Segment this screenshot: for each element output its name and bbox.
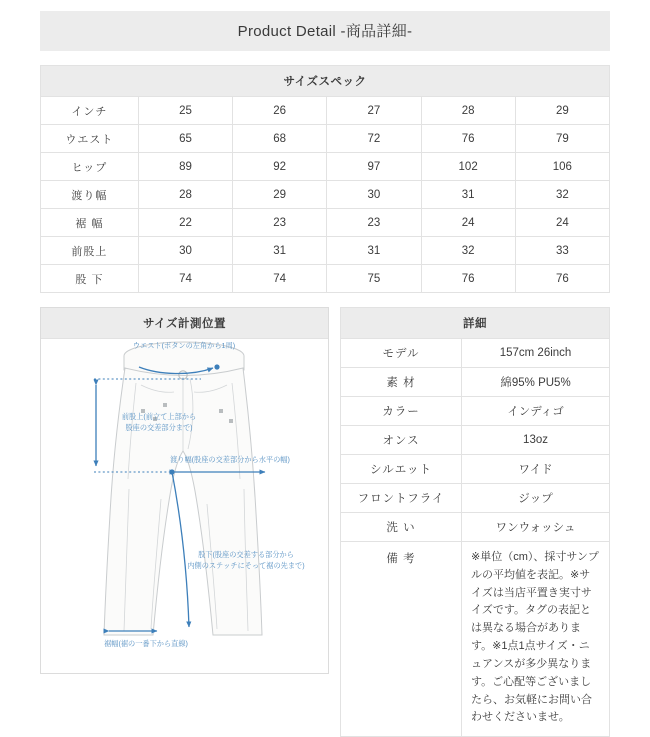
front-rise-label-line1: 前股上(前立て上部から [121,412,197,421]
cell: 76 [515,265,609,293]
size-spec-caption: サイズスペック [41,66,610,97]
cell: 23 [327,209,421,237]
cell: 31 [421,181,515,209]
row-label: ウエスト [41,125,139,153]
cell: 22 [138,209,232,237]
waist-label: ウエスト(ボタンの左角から1周) [132,341,236,350]
detail-caption-row [341,308,610,339]
spacer [40,51,610,65]
cell: 72 [327,125,421,153]
detail-label: モデル [341,339,462,368]
table-row [341,339,610,368]
front-rise-label-line2: 股座の交差部分まで) [125,423,193,432]
detail-label: カラー [341,397,462,426]
lower-section [40,307,610,737]
row-label: 渡り幅 [41,181,139,209]
cell: 30 [327,181,421,209]
size-spec-table [40,65,610,293]
detail-value: 157cm 26inch [462,339,610,368]
detail-panel [340,307,610,737]
cell: 28 [421,97,515,125]
detail-value: ワンウォッシュ [462,513,610,542]
cell: 74 [233,265,327,293]
table-row [41,125,610,153]
detail-value: ワイド [462,455,610,484]
detail-table [340,307,610,737]
table-row [341,455,610,484]
table-row [341,397,610,426]
cell: 25 [138,97,232,125]
cell: 76 [421,265,515,293]
row-label: ヒップ [41,153,139,181]
cell: 31 [327,237,421,265]
detail-label: フロントフライ [341,484,462,513]
measure-diagram-body [41,339,328,673]
detail-value: インディゴ [462,397,610,426]
inseam-label-line2: 内側のステッチにそって裾の先まで) [187,561,305,570]
cell: 32 [421,237,515,265]
cell: 65 [138,125,232,153]
hem-label: 裾幅(裾の一番下から直線) [104,639,188,648]
remarks-text: ※単位（cm）、採寸サンプルの平均値を表記。※サイズは当店平置き実寸サイズです。タグの表記とは異なる場合があります。※1点1点サイズ・ニュアンスが多少異なります。ご心配等ございましたら、お気軽にお問い合わせくださいませ。 [462,542,610,737]
table-row [41,153,610,181]
cell: 28 [138,181,232,209]
row-label: 股 下 [41,265,139,293]
table-row [41,209,610,237]
cell: 29 [233,181,327,209]
cell: 106 [515,153,609,181]
spacer [40,293,610,307]
inseam-measure-arrow [172,472,189,627]
cell: 33 [515,237,609,265]
measure-diagram-panel [40,307,329,674]
row-label: 裾 幅 [41,209,139,237]
cell: 31 [233,237,327,265]
table-row [341,513,610,542]
table-row [41,237,610,265]
cell: 92 [233,153,327,181]
detail-label: オンス [341,426,462,455]
cell: 32 [515,181,609,209]
cell: 79 [515,125,609,153]
measure-diagram-caption: サイズ計測位置 [41,308,328,339]
waist-anchor-dot [214,364,219,369]
detail-value: ジップ [462,484,610,513]
cell: 24 [515,209,609,237]
cell: 76 [421,125,515,153]
cell: 29 [515,97,609,125]
cell: 97 [327,153,421,181]
content-column [40,11,610,737]
detail-label: シルエット [341,455,462,484]
table-row [41,97,610,125]
cell: 27 [327,97,421,125]
table-row-remarks [341,542,610,737]
inseam-label-line1: 股下(股座の交差する部分から [198,550,294,559]
table-row [341,426,610,455]
cell: 102 [421,153,515,181]
cell: 89 [138,153,232,181]
table-row [341,484,610,513]
row-label: インチ [41,97,139,125]
cell: 23 [233,209,327,237]
table-row [341,368,610,397]
size-spec-caption-row [41,66,610,97]
detail-caption: 詳細 [341,308,610,339]
row-label: 前股上 [41,237,139,265]
remarks-label: 備 考 [341,542,462,737]
cell: 24 [421,209,515,237]
detail-label: 洗 い [341,513,462,542]
detail-value: 13oz [462,426,610,455]
detail-label: 素 材 [341,368,462,397]
cell: 26 [233,97,327,125]
page-title: Product Detail -商品詳細- [40,11,610,51]
cell: 30 [138,237,232,265]
cell: 75 [327,265,421,293]
jeans-measurement-diagram [41,339,328,673]
cell: 74 [138,265,232,293]
cell: 68 [233,125,327,153]
detail-value: 綿95% PU5% [462,368,610,397]
thigh-label: 渡り幅(股座の交差部分から水平の幅) [170,455,290,464]
table-row [41,181,610,209]
table-row [41,265,610,293]
